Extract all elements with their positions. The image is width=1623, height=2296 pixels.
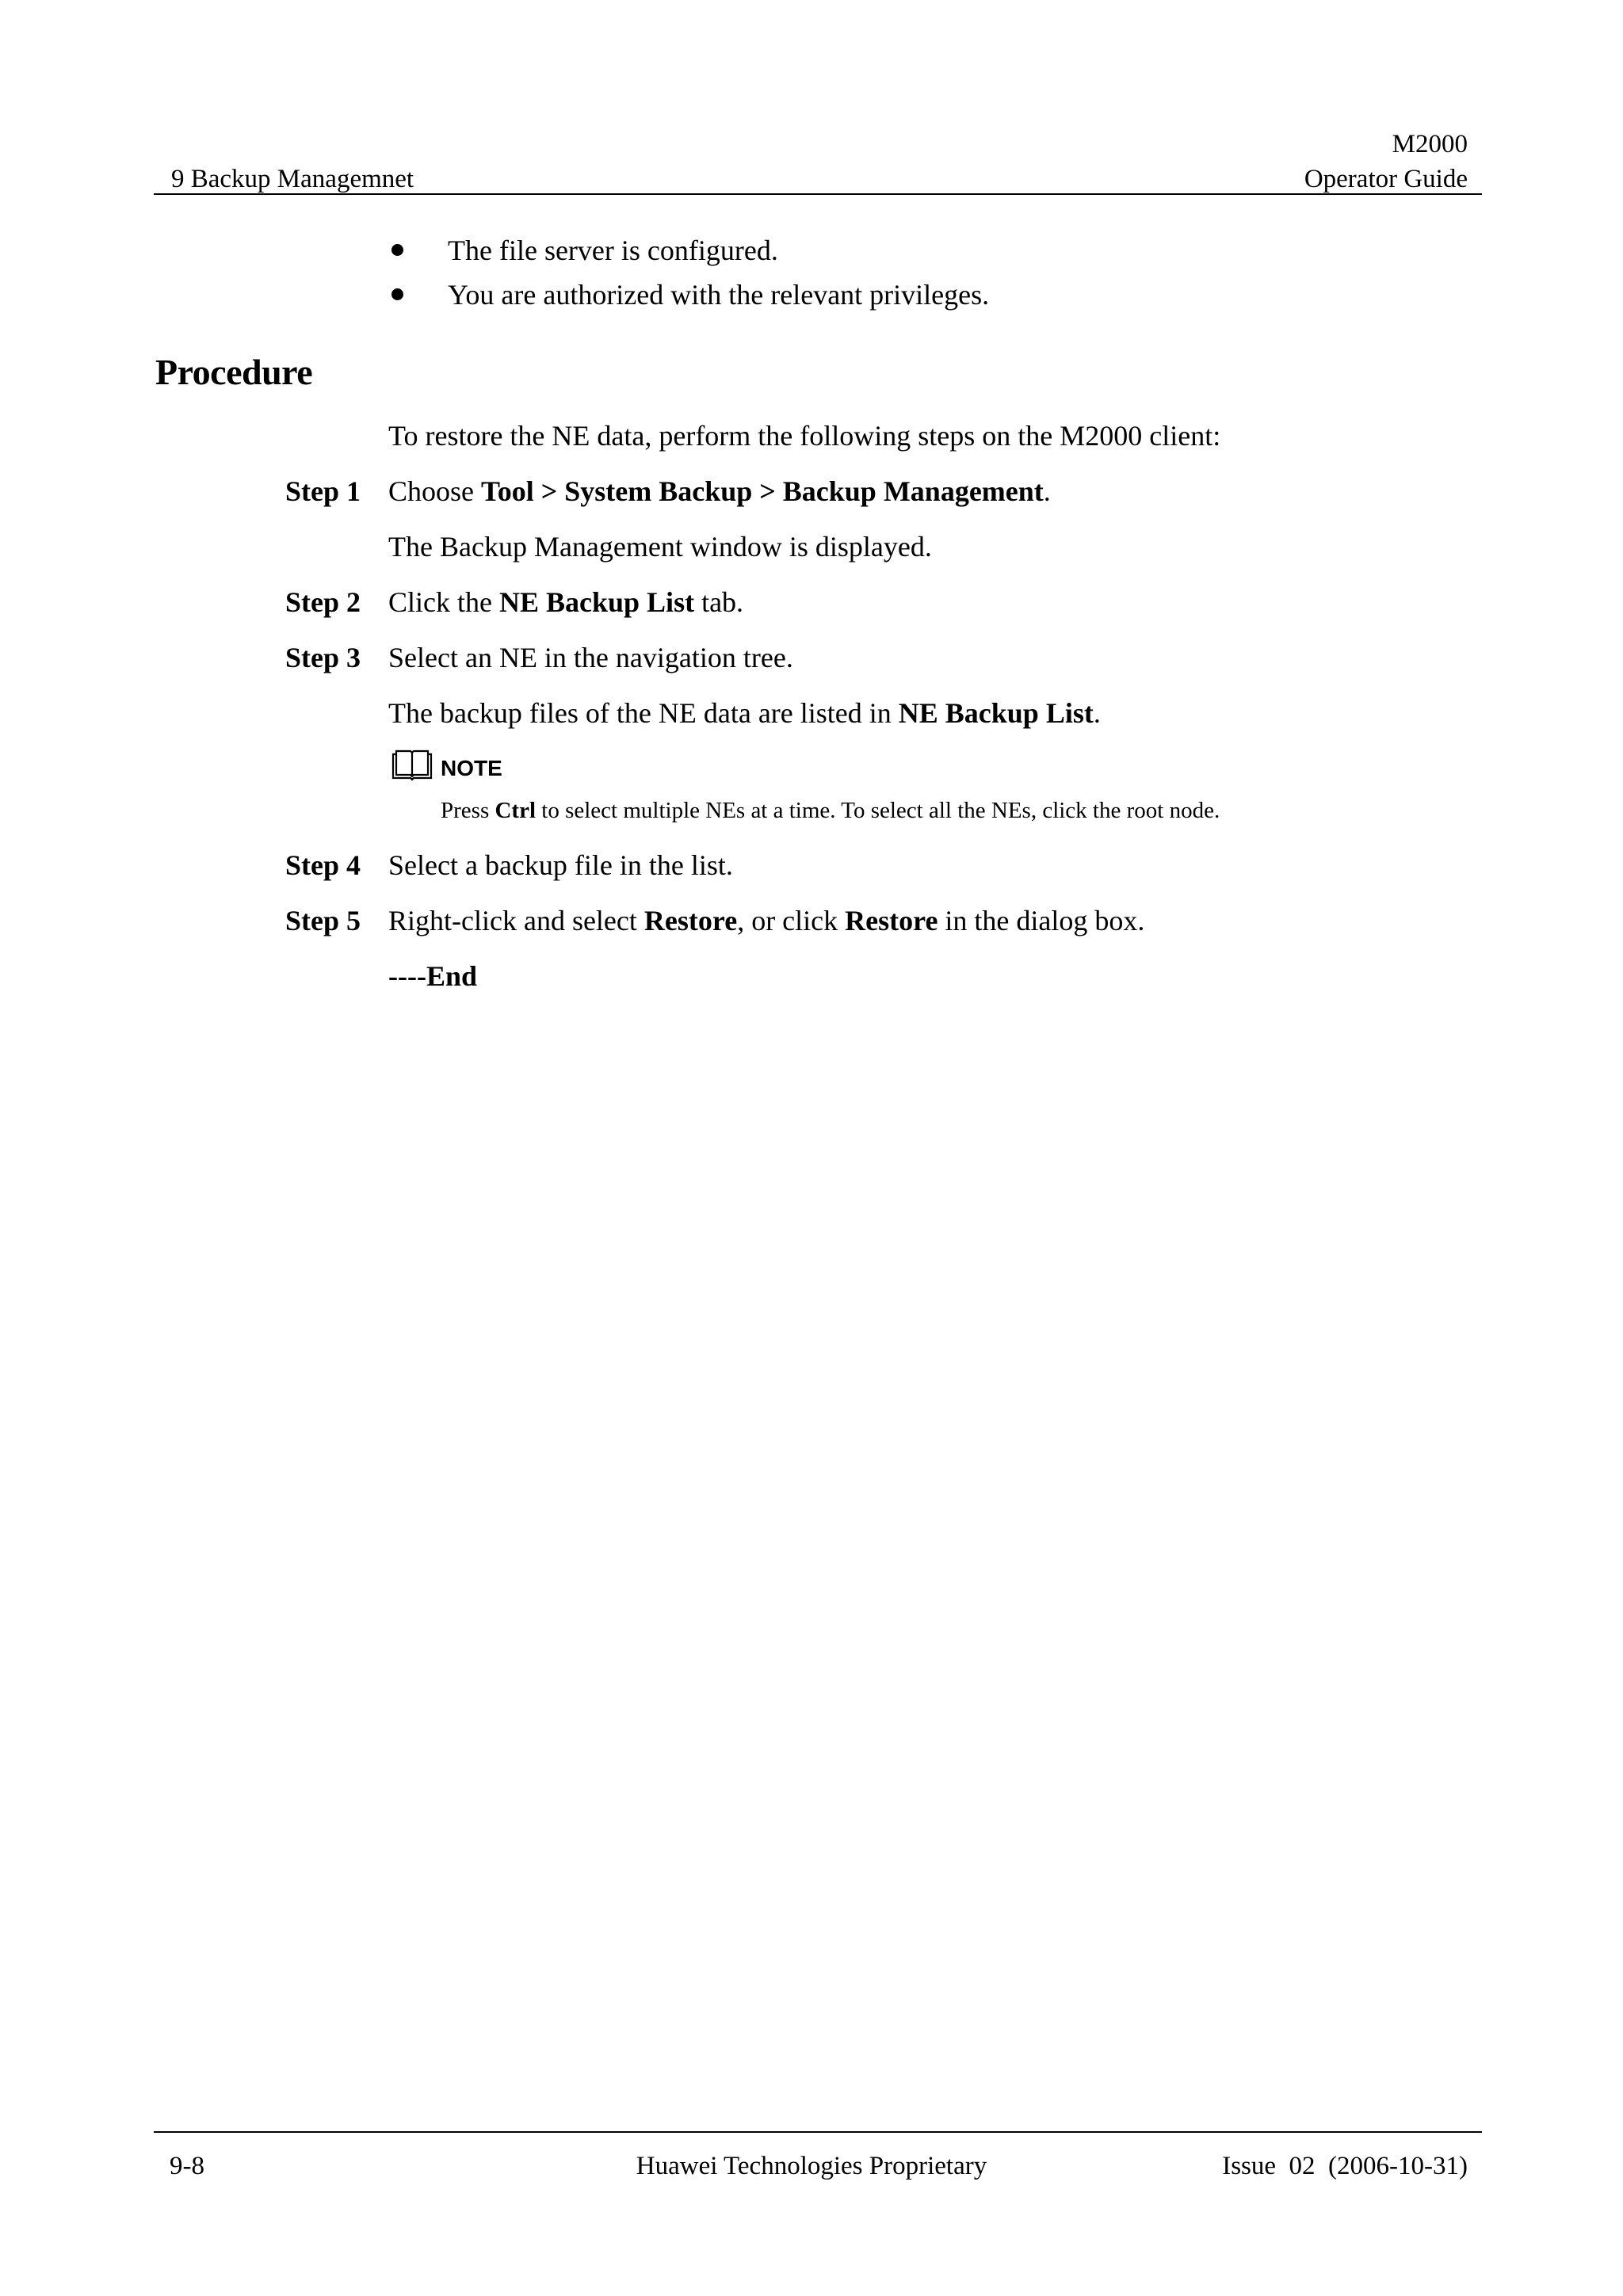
- header-product: M2000: [1392, 130, 1468, 158]
- prerequisite-item: The file server is configured.: [448, 235, 778, 266]
- step-label: Step 4: [285, 849, 361, 881]
- procedure-end-marker: ----End: [388, 960, 478, 992]
- ui-element-name: Restore: [845, 905, 938, 936]
- note-label: NOTE: [441, 756, 502, 780]
- step-label: Step 2: [285, 586, 361, 618]
- step-instruction: Click the NE Backup List tab.: [388, 586, 744, 618]
- step-result: The Backup Management window is displayed.: [388, 531, 932, 563]
- key-name: Ctrl: [495, 798, 537, 823]
- step-instruction: Select an NE in the navigation tree.: [388, 642, 793, 673]
- footer-issue: Issue 02 (2006-10-31): [1222, 2152, 1468, 2180]
- bullet-icon: [391, 288, 403, 300]
- prerequisite-item: You are authorized with the relevant privileges.: [448, 279, 990, 311]
- step-label: Step 3: [285, 642, 361, 673]
- menu-path: Tool > System Backup > Backup Management: [481, 475, 1044, 507]
- header-document-title: Operator Guide: [1304, 165, 1468, 193]
- step-instruction: Select a backup file in the list.: [388, 849, 733, 881]
- ui-element-name: NE Backup List: [498, 586, 695, 618]
- step-instruction: Right-click and select Restore, or click Restore in the dialog box.: [388, 905, 1145, 936]
- footer-page-number: 9-8: [170, 2152, 204, 2180]
- step-label: Step 5: [285, 905, 361, 936]
- ui-element-name: NE Backup List: [898, 697, 1094, 729]
- bullet-icon: [391, 244, 403, 256]
- header-divider: [154, 193, 1482, 195]
- step-label: Step 1: [285, 475, 361, 507]
- footer-proprietary: Huawei Technologies Proprietary: [636, 2152, 987, 2180]
- header-chapter: 9 Backup Managemnet: [171, 165, 414, 193]
- step-result: The backup files of the NE data are listed in NE Backup List.: [388, 697, 1101, 729]
- book-icon: [390, 749, 434, 781]
- ui-element-name: Restore: [643, 905, 738, 936]
- section-heading: Procedure: [155, 352, 313, 392]
- footer-divider: [154, 2131, 1482, 2133]
- procedure-intro: To restore the NE data, perform the following steps on the M2000 client:: [388, 420, 1221, 452]
- step-instruction: Choose Tool > System Backup > Backup Management.: [388, 475, 1051, 507]
- note-text: Press Ctrl to select multiple NEs at a time. To select all the NEs, click the root node.: [441, 798, 1220, 823]
